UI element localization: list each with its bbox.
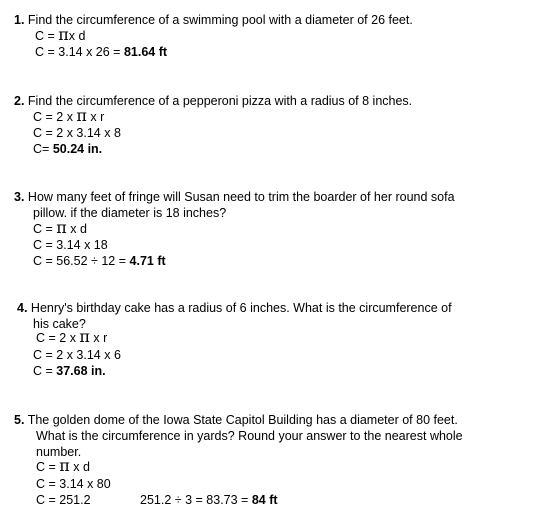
formula-text: x d — [70, 222, 87, 236]
formula-line: C = 2 x 3.14 x 6 — [33, 348, 121, 362]
formula-text: x d — [68, 29, 86, 43]
problem-number: 1. — [14, 13, 25, 27]
answer: 37.68 in. — [56, 364, 106, 378]
calculation-text: 251.2 ÷ 3 = 83.73 = — [140, 493, 252, 507]
formula-text: x r — [93, 331, 108, 345]
question-text-continued: pillow. if the diameter is 18 inches? — [33, 206, 227, 220]
formula-text: C= — [33, 142, 53, 156]
answer: 84 ft — [251, 493, 278, 507]
answer: 81.64 ft — [123, 45, 168, 59]
formula-line: C = 3.14 x 80 — [36, 477, 111, 491]
question-text-continued: his cake? — [33, 317, 86, 331]
formula-line — [35, 25, 86, 44]
pi-symbol: π — [59, 456, 70, 475]
question-text: The golden dome of the Iowa State Capitol Building has a diameter of 80 feet. — [27, 413, 458, 427]
answer: 50.24 in. — [52, 142, 103, 156]
calculation-line — [35, 45, 167, 59]
problem-3-question-line — [14, 190, 455, 204]
pi-symbol: π — [79, 327, 90, 346]
formula-text: C = 56.52 ÷ 12 = — [33, 254, 130, 268]
question-text: Find the circumference of a swimming pool with a diameter of 26 feet. — [27, 13, 413, 27]
formula-line — [33, 106, 105, 125]
pi-symbol: π — [76, 106, 87, 125]
question-text-continued: number. — [36, 445, 82, 459]
formula-line — [36, 327, 108, 346]
problem-number: 4. — [17, 301, 28, 315]
problem-2-question-line — [14, 94, 412, 108]
answer: 4.71 ft — [129, 254, 166, 268]
question-text: Find the circumference of a pepperoni pizza with a radius of 8 inches. — [27, 94, 413, 108]
problem-4-question-line — [17, 301, 452, 315]
answer-line — [33, 254, 166, 268]
formula-text: x d — [73, 460, 90, 474]
answer-line — [33, 364, 106, 378]
question-text-continued: What is the circumference in yards? Round your answer to the nearest whole — [36, 429, 463, 443]
formula-text: C = — [33, 364, 57, 378]
problem-1-question-line — [14, 13, 413, 27]
formula-text: C = — [36, 460, 60, 474]
formula-text: C = — [35, 29, 59, 43]
formula-text: C = 2 x — [33, 110, 77, 124]
calculation-line — [36, 493, 91, 507]
formula-text: C = 251.2 — [36, 493, 91, 507]
question-text: How many feet of fringe will Susan need to trim the boarder of her round sofa — [27, 190, 455, 204]
pi-symbol: π — [58, 25, 69, 44]
formula-line — [33, 218, 87, 237]
problem-number: 2. — [14, 94, 25, 108]
problem-5-question-line — [14, 413, 458, 427]
calculation-text: C = 3.14 x 26 = — [35, 45, 124, 59]
calculation-line — [140, 493, 278, 507]
formula-line: C = 3.14 x 18 — [33, 238, 108, 252]
formula-line: C = 2 x 3.14 x 8 — [33, 126, 121, 140]
pi-symbol: π — [56, 218, 67, 237]
answer-line — [33, 142, 102, 156]
formula-text: x r — [90, 110, 105, 124]
formula-line — [36, 456, 90, 475]
question-text: Henry's birthday cake has a radius of 6 inches. What is the circumference of — [30, 301, 452, 315]
formula-text: C = 2 x — [36, 331, 80, 345]
problem-number: 5. — [14, 413, 25, 427]
formula-text: C = — [33, 222, 57, 236]
problem-number: 3. — [14, 190, 25, 204]
